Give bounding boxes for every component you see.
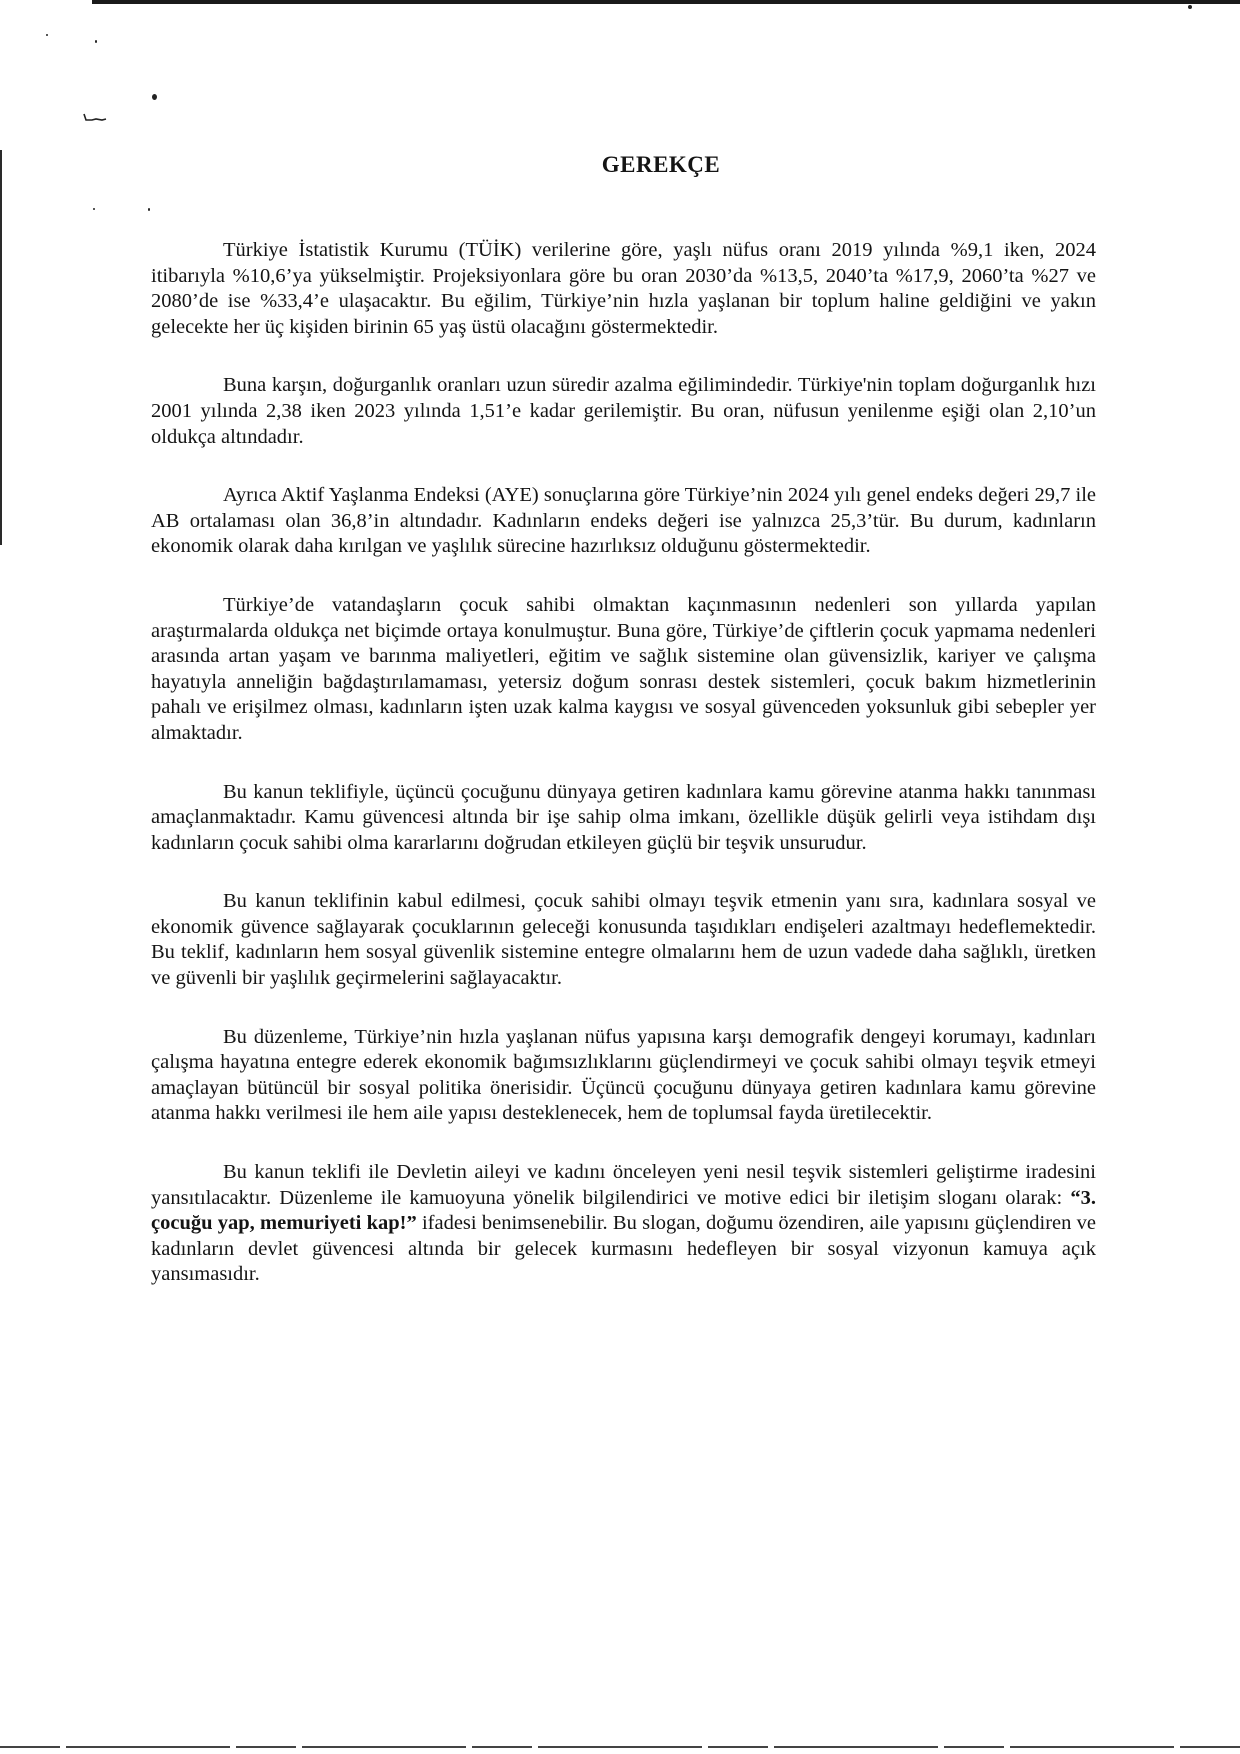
scan-speck: [46, 34, 48, 36]
scan-bottom-border: [0, 1746, 1240, 1748]
paragraph-1: Türkiye İstatistik Kurumu (TÜİK) verilerine göre, yaşlı nüfus oranı 2019 yılında %9,1 iken, 2024 itibarıyla %10,6’ya yükselmiştir. Projeksiyonlara göre bu oran 2030’da %13,5, 2040’ta %17,9, 2060’ta %27 ve 2080’de ise %33,4’e ulaşacaktır. Bu eğilim, Türkiye’nin hızla yaşlanan bir toplum haline geldiğini ve yakın gelecekte her üç kişiden birinin 65 yaş üstü olacağını göstermektedir.: [151, 239, 1096, 338]
paragraph-8-outro: ifadesi benimsenebilir. Bu slogan, doğumu özendiren, aile yapısını güçlendiren ve kadınların devlet güvencesi altında bir gelecek kurmasını hedefleyen bir sosyal vizyonun kamuya açık yansımasıdır.: [151, 1212, 1096, 1286]
pen-mark-icon: [82, 112, 112, 122]
paragraph-7: Bu düzenleme, Türkiye’nin hızla yaşlanan nüfus yapısına karşı demografik dengeyi korumayı, kadınları çalışma hayatına entegre ederek ekonomik bağımsızlıklarını güçlendirmeyi ve çocuk sahibi olmayı teşvik etmeyi amaçlayan bütüncül bir sosyal politika önerisidir. Üçüncü çocuğunu dünyaya getiren kadınlara kamu görevine atanma hakkı verilmesi ile hem aile yapısı desteklenecek, hem de toplumsal fayda üretilecektir.: [151, 1025, 1096, 1125]
scan-top-border: [92, 0, 1240, 4]
slogan-text: “3. çocuğu yap, memuriyeti kap!”: [151, 1186, 1096, 1235]
page-title: GEREKÇE: [601, 152, 721, 177]
paragraph-3: Ayrıca Aktif Yaşlanma Endeksi (AYE) sonuçlarına göre Türkiye’nin 2024 yılı genel endeks değeri 29,7 ile AB ortalaması olan 36,8’in altındadır. Kadınların endeks değeri ise yalnızca 25,3’tür. Bu durum, kadınların ekonomik olarak daha kırılgan ve yaşlılık sürecine hazırlıksız olduğunu göstermektedir.: [151, 484, 1096, 558]
paragraph-2: Buna karşın, doğurganlık oranları uzun süredir azalma eğilimindedir. Türkiye'nin toplam doğurganlık hızı 2001 yılında 2,38 iken 2023 yılında 1,51’e kadar gerilemiştir. Bu oran, nüfusun yenilenme eşiği olan 2,10’un oldukça altındadır.: [151, 374, 1096, 448]
scan-left-edge: [0, 150, 2, 545]
scan-speck: [148, 208, 150, 211]
scan-speck: [93, 208, 95, 210]
paragraph-8: [151, 1160, 1096, 1288]
paragraph-5: Bu kanun teklifiyle, üçüncü çocuğunu dünyaya getiren kadınlara kamu görevine atanma hakkı tanınması amaçlanmaktadır. Kamu güvencesi altında bir işe sahip olma imkanı, özellikle düşük gelirli veya istihdam dışı kadınların çocuk sahibi olma kararlarını doğrudan etkileyen güçlü bir teşvik unsurudur.: [151, 780, 1096, 854]
paragraph-4: Türkiye’de vatandaşların çocuk sahibi olmaktan kaçınmasının nedenleri son yıllarda yapılan araştırmalarda oldukça net biçimde ortaya konulmuştur. Buna göre, Türkiye’de çiftlerin çocuk yapmama nedenleri arasında artan yaşam ve barınma maliyetleri, eğitim ve sağlık sistemine olan güvensizlik, kariyer ve çalışma hayatıyla anneliğin bağdaştırılamaması, yetersiz doğum sonrası destek sistemleri, çocuk bakım hizmetlerinin pahalı ve erişilmez olması, kadınların işten uzak kalma kaygısı ve sosyal güvenceden yoksunluk gibi sebepler yer almaktadır.: [151, 593, 1096, 744]
scan-speck: [95, 40, 97, 43]
document-body: [151, 238, 1096, 1321]
paragraph-6: Bu kanun teklifinin kabul edilmesi, çocuk sahibi olmayı teşvik etmenin yanı sıra, kadınlara sosyal ve ekonomik güvence sağlayarak çocuklarının geleceği konusunda taşıdıkları endişeleri azaltmayı hedeflemektedir. Bu teklif, kadınların hem sosyal güvenlik sistemine entegre olmalarını hem de uzun vadede daha sağlıklı, üretken ve güvenli bir yaşlılık geçirmelerini sağlayacaktır.: [151, 890, 1096, 990]
scan-speck: [152, 94, 157, 100]
scan-speck: [1188, 5, 1192, 9]
paragraph-8-intro: Bu kanun teklifi ile Devletin aileyi ve kadını önceleyen yeni nesil teşvik sistemleri geliştirme iradesini yansıtılacaktır. Düzenleme ile kamuoyuna yönelik bilgilendirici ve motive edici bir iletişim sloganı olarak:: [151, 1161, 1096, 1209]
